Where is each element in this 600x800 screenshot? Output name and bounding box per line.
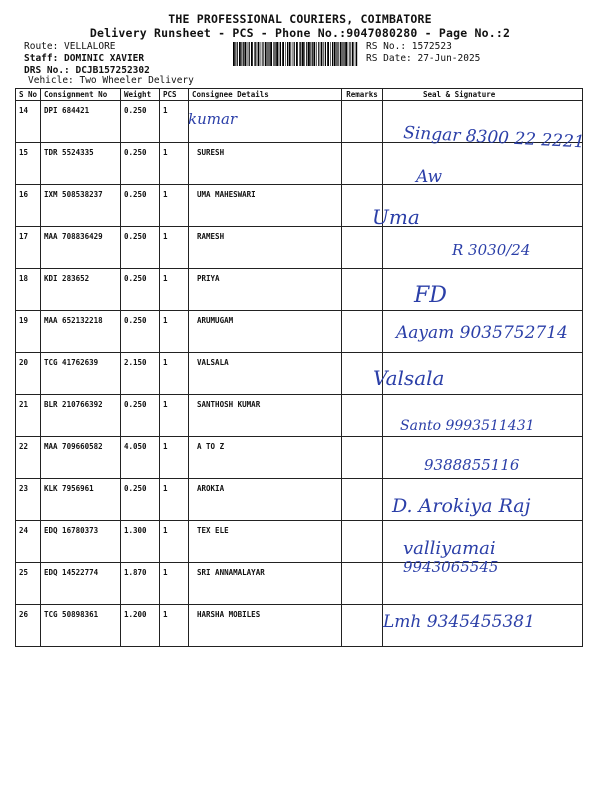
row-pcs: 1 bbox=[160, 479, 189, 521]
row-pcs: 1 bbox=[160, 563, 189, 605]
barcode-bar bbox=[244, 42, 246, 66]
row-seal-signature bbox=[383, 563, 583, 605]
row-pcs: 1 bbox=[160, 605, 189, 647]
signature-uma: Uma bbox=[372, 205, 420, 229]
row-consignee: SRI ANNAMALAYAR bbox=[189, 563, 342, 605]
barcode-bar bbox=[312, 42, 313, 66]
row-remarks bbox=[342, 563, 383, 605]
barcode-bar bbox=[268, 42, 269, 66]
col-header-weight: Weight bbox=[121, 89, 160, 101]
barcode-bar bbox=[310, 42, 311, 66]
col-header-consignee: Consignee Details bbox=[189, 89, 342, 101]
signature-phone-9388: 9388855116 bbox=[424, 456, 520, 474]
row-consignee: TEX ELE bbox=[189, 521, 342, 563]
barcode-bar bbox=[294, 42, 295, 66]
row-weight: 0.250 bbox=[121, 101, 160, 143]
barcode-bar bbox=[262, 42, 263, 66]
signature-r: R 3030/24 bbox=[452, 241, 531, 259]
table-row bbox=[16, 311, 583, 353]
barcode-bar bbox=[343, 42, 344, 66]
barcode-bar bbox=[306, 42, 307, 66]
barcode-bar bbox=[282, 42, 284, 66]
row-consignee: AROKIA bbox=[189, 479, 342, 521]
row-consignee: HARSHA MOBILES bbox=[189, 605, 342, 647]
barcode-bar bbox=[280, 42, 281, 66]
barcode-bar bbox=[235, 42, 236, 66]
barcode-bar bbox=[233, 42, 235, 66]
row-consignee: ARUMUGAM bbox=[189, 311, 342, 353]
row-sno: 24 bbox=[16, 521, 41, 563]
barcode-bar bbox=[356, 42, 357, 66]
row-consignment-no: TDR 5524335 bbox=[41, 143, 121, 185]
barcode-bar bbox=[287, 42, 288, 66]
barcode-bar bbox=[254, 42, 255, 66]
row-sno: 26 bbox=[16, 605, 41, 647]
row-remarks bbox=[342, 143, 383, 185]
row-consignee: SURESH bbox=[189, 143, 342, 185]
barcode-bar bbox=[355, 42, 356, 66]
barcode-bar bbox=[274, 42, 275, 66]
row-sno: 15 bbox=[16, 143, 41, 185]
table-row bbox=[16, 101, 583, 143]
row-weight: 4.050 bbox=[121, 437, 160, 479]
signature-valliyamai: valliyamai bbox=[403, 538, 496, 559]
table-row bbox=[16, 521, 583, 563]
barcode-bar bbox=[292, 42, 293, 66]
row-pcs: 1 bbox=[160, 227, 189, 269]
vehicle-label: Vehicle: Two Wheeler Delivery bbox=[28, 75, 194, 86]
row-remarks bbox=[342, 437, 383, 479]
barcode-bar bbox=[302, 42, 304, 66]
row-weight: 1.300 bbox=[121, 521, 160, 563]
rs-date: RS Date: 27-Jun-2025 bbox=[366, 53, 481, 64]
row-seal-signature bbox=[383, 269, 583, 311]
col-header-sno: S No bbox=[16, 89, 41, 101]
barcode-bar bbox=[313, 42, 315, 66]
row-consignment-no: TCG 50898361 bbox=[41, 605, 121, 647]
barcode-bar bbox=[243, 42, 244, 66]
signature-valsala: Valsala bbox=[373, 366, 445, 390]
row-consignee: UMA MAHESWARI bbox=[189, 185, 342, 227]
row-sno: 19 bbox=[16, 311, 41, 353]
barcode-bar bbox=[327, 42, 329, 66]
barcode-bar bbox=[300, 42, 301, 66]
row-pcs: 1 bbox=[160, 521, 189, 563]
barcode-bar bbox=[289, 42, 291, 66]
row-weight: 1.200 bbox=[121, 605, 160, 647]
rs-number: RS No.: 1572523 bbox=[366, 41, 452, 52]
barcode-bar bbox=[316, 42, 317, 66]
barcode-bar bbox=[318, 42, 319, 66]
barcode-bar bbox=[336, 42, 337, 66]
barcode-bar bbox=[323, 42, 324, 66]
row-remarks bbox=[342, 185, 383, 227]
row-seal-signature bbox=[383, 143, 583, 185]
barcode-bar bbox=[251, 42, 253, 66]
row-weight: 0.250 bbox=[121, 269, 160, 311]
row-remarks bbox=[342, 353, 383, 395]
handwritten-consignee-kumar: kumar bbox=[188, 110, 238, 128]
barcode-bar bbox=[261, 42, 262, 66]
row-consignee: A TO Z bbox=[189, 437, 342, 479]
barcode-bar bbox=[352, 42, 354, 66]
row-consignee: RAMESH bbox=[189, 227, 342, 269]
barcode-bar bbox=[308, 42, 310, 66]
table-row bbox=[16, 605, 583, 647]
barcode-bar bbox=[285, 42, 286, 66]
row-consignment-no: IXM 508538237 bbox=[41, 185, 121, 227]
barcode-bar bbox=[273, 42, 274, 66]
barcode-bar bbox=[267, 42, 268, 66]
row-sno: 16 bbox=[16, 185, 41, 227]
table-row bbox=[16, 395, 583, 437]
signature-lmh: Lmh 9345455381 bbox=[383, 612, 535, 632]
table-row bbox=[16, 479, 583, 521]
row-pcs: 1 bbox=[160, 437, 189, 479]
signature-arokiya-raj: D. Arokiya Raj bbox=[392, 495, 531, 517]
row-remarks bbox=[342, 395, 383, 437]
row-pcs: 1 bbox=[160, 269, 189, 311]
barcode-bar bbox=[249, 42, 250, 66]
table-row bbox=[16, 227, 583, 269]
barcode-bar bbox=[296, 42, 298, 66]
col-header-pcs: PCS bbox=[160, 89, 189, 101]
barcode-bar bbox=[265, 42, 267, 66]
row-sno: 20 bbox=[16, 353, 41, 395]
barcode-bar bbox=[334, 42, 336, 66]
barcode-bar bbox=[330, 42, 331, 66]
row-seal-signature bbox=[383, 521, 583, 563]
row-weight: 0.250 bbox=[121, 143, 160, 185]
runsheet-table bbox=[15, 88, 586, 647]
signature-fd: FD bbox=[414, 283, 447, 308]
row-consignment-no: BLR 210766392 bbox=[41, 395, 121, 437]
row-seal-signature bbox=[383, 353, 583, 395]
row-sno: 14 bbox=[16, 101, 41, 143]
col-header-seal-signature: Seal & Signature bbox=[383, 89, 583, 101]
barcode bbox=[233, 42, 359, 66]
row-pcs: 1 bbox=[160, 185, 189, 227]
row-pcs: 1 bbox=[160, 101, 189, 143]
barcode-bar bbox=[270, 42, 272, 66]
table-row bbox=[16, 269, 583, 311]
row-remarks bbox=[342, 311, 383, 353]
row-remarks bbox=[342, 269, 383, 311]
row-sno: 17 bbox=[16, 227, 41, 269]
table-row bbox=[16, 143, 583, 185]
signature-aayam: Aayam 9035752714 bbox=[396, 323, 568, 343]
barcode-bar bbox=[258, 42, 260, 66]
barcode-bar bbox=[279, 42, 280, 66]
row-consignee: VALSALA bbox=[189, 353, 342, 395]
col-header-remarks: Remarks bbox=[342, 89, 383, 101]
row-remarks bbox=[342, 227, 383, 269]
row-seal-signature bbox=[383, 101, 583, 143]
row-weight: 0.250 bbox=[121, 227, 160, 269]
table-row bbox=[16, 437, 583, 479]
row-consignment-no: MAA 708836429 bbox=[41, 227, 121, 269]
barcode-bar bbox=[332, 42, 333, 66]
row-consignment-no: MAA 709660582 bbox=[41, 437, 121, 479]
barcode-bar bbox=[276, 42, 278, 66]
barcode-bar bbox=[255, 42, 256, 66]
signature-singar: Singar 8300 22 2221 bbox=[402, 123, 586, 153]
signature-santo: Santo 9993511431 bbox=[400, 418, 535, 434]
barcode-bar bbox=[342, 42, 343, 66]
row-seal-signature bbox=[383, 395, 583, 437]
runsheet-subtitle: Delivery Runsheet - PCS - Phone No.:9047080280 - Page No.:2 bbox=[89, 26, 511, 40]
row-remarks bbox=[342, 479, 383, 521]
row-remarks bbox=[342, 605, 383, 647]
row-sno: 25 bbox=[16, 563, 41, 605]
barcode-bar bbox=[321, 42, 323, 66]
row-seal-signature bbox=[383, 437, 583, 479]
row-weight: 1.870 bbox=[121, 563, 160, 605]
row-consignee: SANTHOSH KUMAR bbox=[189, 395, 342, 437]
barcode-bar bbox=[241, 42, 242, 66]
row-sno: 21 bbox=[16, 395, 41, 437]
row-weight: 0.250 bbox=[121, 479, 160, 521]
barcode-bar bbox=[299, 42, 300, 66]
barcode-bar bbox=[348, 42, 349, 66]
signature-aw: Aw bbox=[416, 167, 443, 187]
drs-number: DRS No.: DCJB157252302 bbox=[24, 65, 150, 76]
row-seal-signature bbox=[383, 479, 583, 521]
barcode-bar bbox=[237, 42, 238, 66]
row-pcs: 1 bbox=[160, 395, 189, 437]
row-pcs: 1 bbox=[160, 353, 189, 395]
row-weight: 0.250 bbox=[121, 395, 160, 437]
row-consignment-no: EDQ 16780373 bbox=[41, 521, 121, 563]
barcode-bar bbox=[239, 42, 241, 66]
barcode-bar bbox=[247, 42, 248, 66]
row-seal-signature bbox=[383, 227, 583, 269]
row-consignment-no: MAA 652132218 bbox=[41, 311, 121, 353]
row-weight: 0.250 bbox=[121, 311, 160, 353]
staff-label: Staff: DOMINIC XAVIER bbox=[24, 53, 145, 64]
row-remarks bbox=[342, 101, 383, 143]
row-pcs: 1 bbox=[160, 143, 189, 185]
row-weight: 0.250 bbox=[121, 185, 160, 227]
table-header-row bbox=[16, 89, 583, 101]
row-consignment-no: DPI 684421 bbox=[41, 101, 121, 143]
route-label: Route: VELLALORE bbox=[24, 41, 116, 52]
row-pcs: 1 bbox=[160, 311, 189, 353]
row-consignment-no: TCG 41762639 bbox=[41, 353, 121, 395]
row-seal-signature bbox=[383, 311, 583, 353]
signature-phone-9943: 9943065545 bbox=[403, 558, 499, 576]
barcode-bar bbox=[337, 42, 338, 66]
row-consignee: PRIYA bbox=[189, 269, 342, 311]
row-weight: 2.150 bbox=[121, 353, 160, 395]
barcode-bar bbox=[340, 42, 342, 66]
table-row bbox=[16, 353, 583, 395]
row-sno: 23 bbox=[16, 479, 41, 521]
col-header-consignment: Consignment No bbox=[41, 89, 121, 101]
row-sno: 18 bbox=[16, 269, 41, 311]
row-consignee bbox=[189, 101, 342, 143]
row-sno: 22 bbox=[16, 437, 41, 479]
barcode-bar bbox=[325, 42, 326, 66]
row-consignment-no: KDI 283652 bbox=[41, 269, 121, 311]
barcode-bar bbox=[345, 42, 347, 66]
barcode-bar bbox=[304, 42, 305, 66]
table-row bbox=[16, 185, 583, 227]
company-title: THE PROFESSIONAL COURIERS, COIMBATORE bbox=[168, 12, 432, 26]
row-seal-signature bbox=[383, 185, 583, 227]
row-remarks bbox=[342, 521, 383, 563]
row-seal-signature bbox=[383, 605, 583, 647]
table-row bbox=[16, 563, 583, 605]
barcode-bar bbox=[349, 42, 350, 66]
row-consignment-no: EDQ 14522774 bbox=[41, 563, 121, 605]
row-consignment-no: KLK 7956961 bbox=[41, 479, 121, 521]
